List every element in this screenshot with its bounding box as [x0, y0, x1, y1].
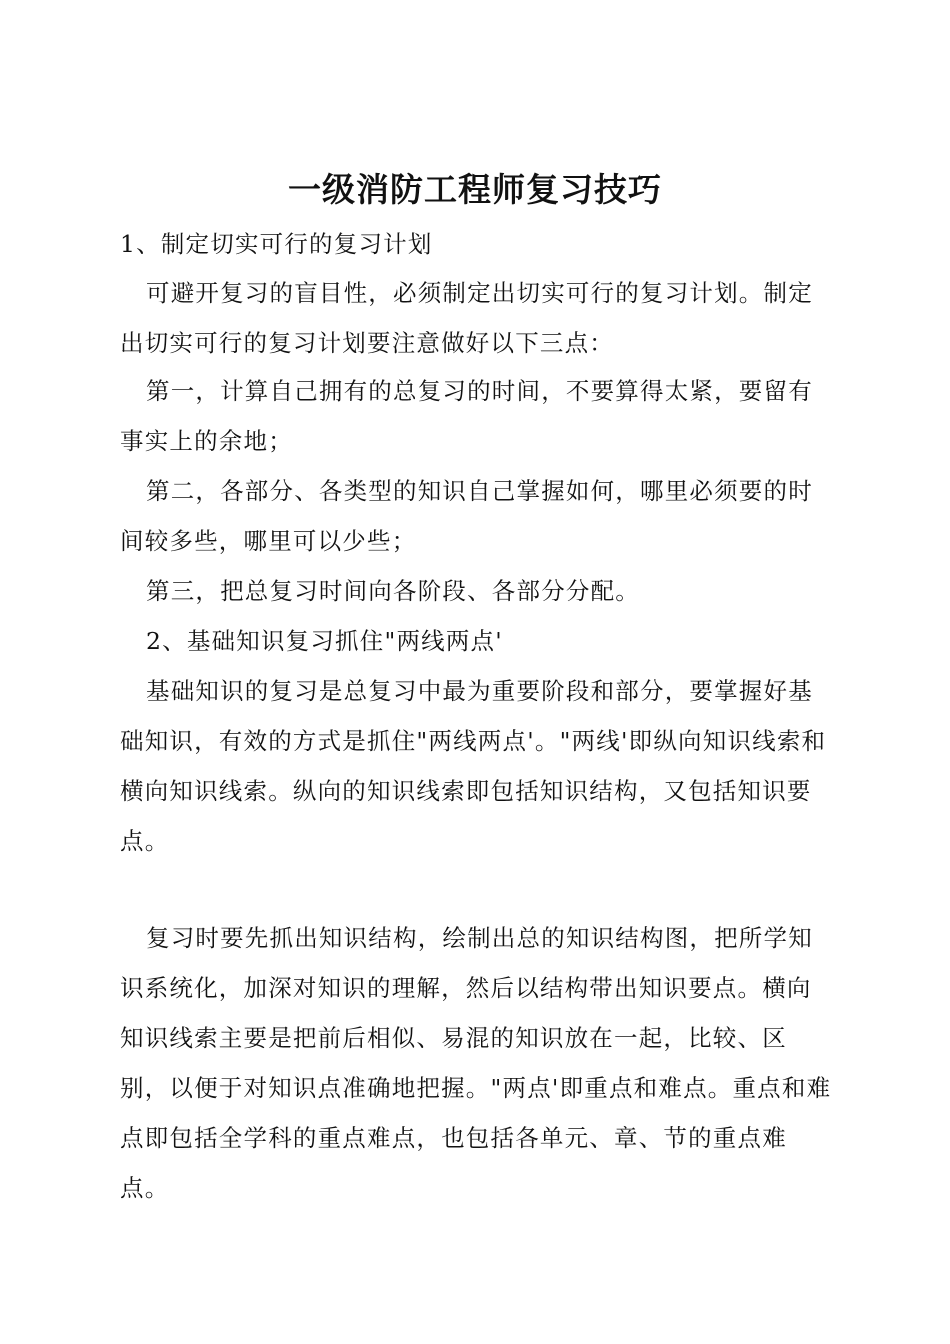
- section-heading-basics: 2、基础知识复习抓住"两线两点': [146, 627, 503, 655]
- section-heading-plan: 1、制定切实可行的复习计划: [120, 230, 433, 258]
- paragraph-plan-intro: 可避开复习的盲目性，必须制定出切实可行的复习计划。制定出切实可行的复习计划要注意做好以下三点：: [120, 279, 813, 357]
- paragraph-first-point: 第一，计算自己拥有的总复习的时间，不要算得太紧，要留有事实上的余地；: [120, 377, 813, 455]
- paragraph-review-structure: 复习时要先抓出知识结构，绘制出总的知识结构图，把所学知识系统化，加深对知识的理解，然后以结构带出知识要点。横向知识线索主要是把前后相似、易混的知识放在一起，比较、区别，以便于对知识点准确地把握。"两点'即重点和难点。重点和难点即包括全学科的重点难点，也包括各单元、章、节的重点难点。: [120, 924, 832, 1202]
- paragraph-basics: 基础知识的复习是总复习中最为重要阶段和部分，要掌握好基础知识，有效的方式是抓住"两线两点'。"两线'即纵向知识线索和横向知识线索。纵向的知识线索即包括知识结构，又包括知识要点。: [120, 677, 827, 855]
- paragraph-second-point: 第二，各部分、各类型的知识自己掌握如何，哪里必须要的时间较多些，哪里可以少些；: [120, 477, 813, 555]
- paragraph-third-point: 第三，把总复习时间向各阶段、各部分分配。: [146, 577, 640, 605]
- document-title: 一级消防工程师复习技巧: [288, 170, 662, 210]
